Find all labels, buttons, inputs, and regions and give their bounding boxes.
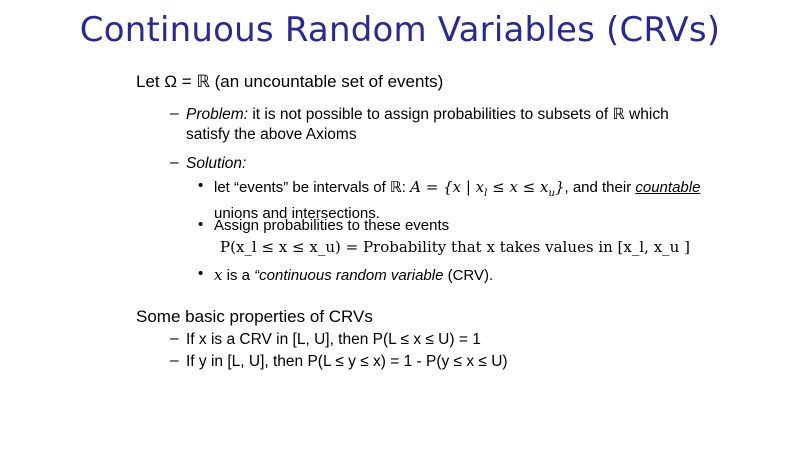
properties-heading: Some basic properties of CRVs (136, 307, 373, 326)
dash-marker: – (170, 352, 179, 369)
intro-line: Let Ω = ℝ (an uncountable set of events) (136, 72, 444, 91)
bullet-marker: • (198, 216, 204, 233)
problem-text-line2: satisfy the above Axioms (186, 126, 357, 143)
property-2-text: If y in [L, U], then P(L ≤ y ≤ x) = 1 - P(y ≤ x ≤ U) (186, 353, 508, 370)
solution-label: Solution: (186, 155, 247, 172)
bullet-marker: • (198, 265, 204, 282)
probability-formula: P(x_l ≤ x ≤ x_u) = Probability that x takes values in [x_l, x_u ] (220, 238, 690, 256)
bullet1-pre: let “events” be intervals of ℝ: (214, 179, 411, 196)
problem-label: Problem: (186, 106, 249, 123)
bullet1-post: , and their (564, 179, 636, 196)
bullet1-line2: unions and intersections. (214, 205, 380, 222)
slide-title: Continuous Random Variables (CRVs) (79, 10, 721, 50)
problem-text: it is not possible to assign probabilities to subsets of ℝ which (248, 106, 669, 123)
set-notation: A = {x | $x_l \le x \le x_u$} (410, 178, 565, 199)
bullet3-var: x (214, 266, 223, 284)
countable-word: countable (635, 179, 701, 196)
bullet-marker: • (198, 177, 204, 194)
dash-marker: – (170, 154, 179, 171)
bullet2-text: Assign probabilities to these events (214, 217, 450, 234)
dash-marker: – (170, 330, 179, 347)
property-1-text: If x is a CRV in [L, U], then P(L ≤ x ≤ U) = 1 (186, 331, 481, 348)
dash-marker: – (170, 105, 179, 122)
